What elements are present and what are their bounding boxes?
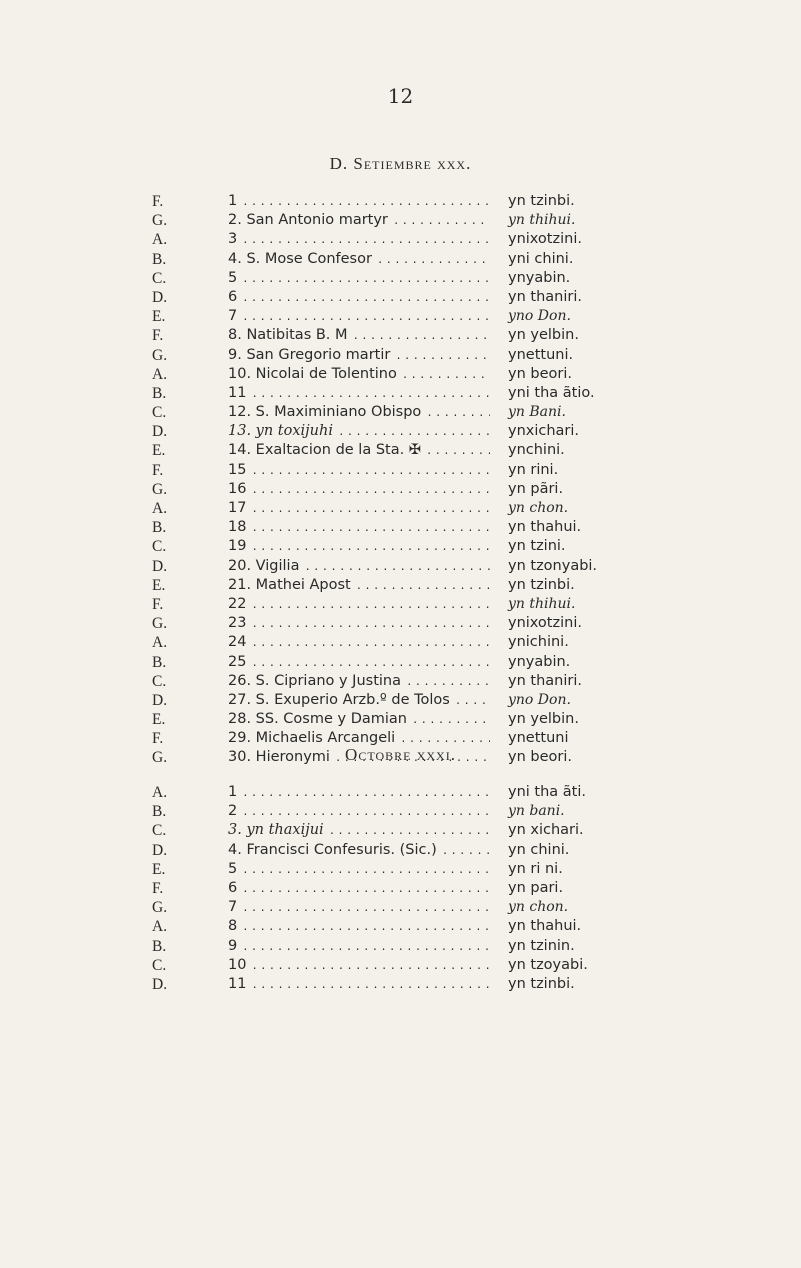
calendar-row [0, 288, 801, 307]
dominical-letter: E. [152, 308, 166, 326]
otomi-day-name: ynchini. [508, 442, 565, 459]
day-entry [228, 841, 490, 860]
dominical-letter: F. [152, 879, 164, 897]
day-entry-text: 9. San Gregorio martir [228, 346, 391, 363]
dominical-letter: C. [152, 956, 167, 974]
calendar-row [0, 802, 801, 821]
otomi-day-name: yn chini. [508, 841, 570, 858]
october-calendar-list [0, 783, 801, 994]
day-entry-text: 2 [228, 803, 238, 820]
calendar-row [0, 480, 801, 499]
september-heading: D. Setiembre xxx. [329, 154, 472, 173]
calendar-row [0, 898, 801, 917]
otomi-day-name: ynxichari. [508, 423, 580, 440]
day-entry-text: 29. Michaelis Arcangeli [228, 730, 396, 747]
otomi-day-name: ynichini. [508, 634, 569, 651]
dominical-letter: D. [152, 975, 168, 993]
otomi-day-name: yn bani. [508, 803, 565, 820]
calendar-row [0, 956, 801, 975]
otomi-day-name: yno Don. [508, 308, 571, 325]
dominical-letter: D. [152, 288, 168, 306]
calendar-row [0, 499, 801, 518]
day-entry-text: 28. SS. Cosme y Damian [228, 711, 407, 728]
otomi-day-name: yn tzonyabi. [508, 557, 598, 574]
calendar-row [0, 841, 801, 860]
otomi-day-name: yno Don. [508, 691, 571, 708]
day-entry-text: 1 [228, 193, 238, 209]
calendar-row [0, 230, 801, 249]
day-entry [228, 975, 490, 994]
calendar-row [0, 346, 801, 365]
dominical-letter: F. [152, 327, 164, 345]
calendar-row [0, 576, 801, 595]
calendar-row [0, 860, 801, 879]
dominical-letter: C. [152, 822, 167, 840]
day-entry-text: 27. S. Exuperio Arzb.º de Tolos [228, 691, 450, 708]
calendar-row [0, 691, 801, 710]
day-entry [228, 821, 490, 840]
calendar-row [0, 461, 801, 480]
day-entry [228, 557, 490, 576]
otomi-day-name: yni chini. [508, 250, 574, 267]
day-entry [228, 595, 490, 614]
otomi-day-name: ynixotzini. [508, 615, 582, 632]
otomi-day-name: yn chon. [508, 500, 569, 516]
otomi-day-name: yn yelbin. [508, 711, 579, 728]
day-entry [228, 898, 490, 917]
otomi-day-name: ynyabin. [508, 653, 571, 670]
dominical-letter: A. [152, 634, 168, 652]
dominical-letter: C. [152, 538, 167, 556]
dominical-letter: B. [152, 937, 167, 955]
dominical-letter: F. [152, 193, 164, 210]
calendar-row [0, 269, 801, 288]
day-entry-text: 2. San Antonio martyr [228, 212, 388, 229]
otomi-day-name: yn yelbin. [508, 327, 579, 344]
day-entry [228, 614, 490, 633]
day-entry-text: 13. yn toxijuhi [228, 423, 333, 440]
day-entry-text: 7 [228, 308, 238, 325]
calendar-row [0, 672, 801, 691]
day-entry [228, 576, 490, 595]
otomi-day-name: yn pãri. [508, 480, 564, 497]
day-entry-text: 10 [228, 956, 247, 973]
dominical-letter: E. [152, 442, 166, 460]
day-entry-text: 22 [228, 595, 247, 612]
day-entry [228, 633, 490, 652]
calendar-row [0, 518, 801, 537]
day-entry [228, 403, 490, 422]
day-entry [228, 211, 490, 230]
day-entry-text: 4. Francisci Confesuris. (Sic.) [228, 841, 437, 858]
otomi-day-name: yn tzinbi. [508, 975, 575, 992]
dominical-letter: A. [152, 918, 168, 936]
day-entry-text: 15 [228, 461, 247, 478]
otomi-day-name: yn thaniri. [508, 288, 582, 305]
calendar-row [0, 365, 801, 384]
calendar-row [0, 975, 801, 994]
day-entry [228, 422, 490, 441]
dominical-letter: A. [152, 500, 168, 517]
day-entry [228, 365, 490, 384]
day-entry-text: 14. Exaltacion de la Sta. ✠ [228, 442, 421, 459]
calendar-row [0, 192, 801, 211]
dominical-letter: E. [152, 576, 166, 594]
day-entry-text: 6 [228, 288, 238, 305]
day-entry [228, 441, 490, 460]
day-entry [228, 802, 490, 821]
calendar-row [0, 614, 801, 633]
calendar-row [0, 403, 801, 422]
day-entry-text: 3. yn thaxijui [228, 822, 324, 839]
dominical-letter: E. [152, 860, 166, 878]
otomi-day-name: yn xichari. [508, 822, 584, 839]
day-entry [228, 269, 490, 288]
calendar-row [0, 422, 801, 441]
day-entry-text: 12. S. Maximiniano Obispo [228, 404, 422, 421]
day-entry [228, 480, 490, 499]
day-entry-text: 8. Natibitas B. M [228, 327, 348, 344]
day-entry [228, 499, 490, 518]
otomi-day-name: ynixotzini. [508, 231, 582, 248]
dominical-letter: B. [152, 653, 167, 671]
dominical-letter: B. [152, 519, 167, 537]
otomi-day-name: yn tzinbi. [508, 576, 575, 593]
otomi-day-name: ynettuni. [508, 346, 574, 363]
calendar-row [0, 710, 801, 729]
day-entry [228, 653, 490, 672]
day-entry-text: 25 [228, 653, 247, 670]
dominical-letter: G. [152, 212, 168, 230]
dominical-letter: F. [152, 730, 164, 748]
otomi-day-name: yn thahui. [508, 519, 582, 536]
dominical-letter: G. [152, 899, 168, 917]
day-entry-text: 10. Nicolai de Tolentino [228, 365, 397, 382]
otomi-day-name: yn tzinin. [508, 937, 575, 954]
dominical-letter: A. [152, 784, 168, 801]
day-entry-text: 26. S. Cipriano y Justina [228, 672, 401, 689]
dominical-letter: A. [152, 231, 168, 249]
otomi-day-name: yn rini. [508, 461, 559, 478]
dominical-letter: E. [152, 711, 166, 729]
dominical-letter: C. [152, 404, 167, 422]
day-entry-text: 16 [228, 480, 247, 497]
calendar-row [0, 783, 801, 802]
otomi-day-name: ynettuni [508, 730, 569, 747]
day-entry [228, 537, 490, 556]
otomi-day-name: yn thihui. [508, 212, 576, 229]
day-entry-text: 5 [228, 860, 238, 877]
day-entry [228, 230, 490, 249]
calendar-row [0, 917, 801, 936]
day-entry-text: 1 [228, 784, 238, 800]
day-entry-text: 4. S. Mose Confesor [228, 250, 372, 267]
day-entry-text: 21. Mathei Apost [228, 576, 351, 593]
day-entry [228, 384, 490, 403]
day-entry-text: 23 [228, 615, 247, 632]
otomi-day-name: yni tha ãti. [508, 784, 586, 800]
day-entry-text: 5 [228, 269, 238, 286]
dominical-letter: G. [152, 346, 168, 364]
dominical-letter: B. [152, 250, 167, 268]
day-entry [228, 860, 490, 879]
calendar-row [0, 653, 801, 672]
day-entry-text: 20. Vigilia [228, 557, 300, 574]
otomi-day-name: yn chon. [508, 899, 569, 916]
calendar-row [0, 211, 801, 230]
day-entry-text: 19 [228, 538, 247, 555]
day-entry-text: 30. Hieronymi [228, 749, 330, 766]
day-entry [228, 879, 490, 898]
otomi-day-name: yn thihui. [508, 595, 576, 612]
otomi-day-name: ynyabin. [508, 269, 571, 286]
otomi-day-name: yn beori. [508, 749, 572, 766]
day-entry [228, 691, 490, 710]
day-entry-text: 18 [228, 519, 247, 536]
dominical-letter: D. [152, 557, 168, 575]
day-entry-text: 7 [228, 899, 238, 916]
day-entry [228, 783, 490, 802]
day-entry [228, 672, 490, 691]
dominical-letter: D. [152, 841, 168, 859]
dominical-letter: C. [152, 269, 167, 287]
day-entry [228, 192, 490, 211]
dominical-letter: G. [152, 749, 168, 767]
calendar-row [0, 384, 801, 403]
dominical-letter: F. [152, 595, 164, 613]
day-entry-text: 24 [228, 634, 247, 651]
dominical-letter: F. [152, 461, 164, 479]
dominical-letter: B. [152, 384, 167, 402]
day-entry [228, 917, 490, 936]
day-entry [228, 250, 490, 269]
otomi-day-name: yn tzoyabi. [508, 956, 588, 973]
day-entry [228, 326, 490, 345]
calendar-row [0, 326, 801, 345]
dominical-letter: G. [152, 480, 168, 498]
otomi-day-name: yn beori. [508, 365, 572, 382]
day-entry-text: 11 [228, 384, 247, 401]
dominical-letter: C. [152, 672, 167, 690]
day-entry-text: 8 [228, 918, 238, 935]
calendar-row [0, 441, 801, 460]
october-heading: Octobre xxxi. [345, 745, 456, 764]
day-entry [228, 346, 490, 365]
calendar-row [0, 595, 801, 614]
calendar-row [0, 307, 801, 326]
calendar-row [0, 250, 801, 269]
dominical-letter: D. [152, 691, 168, 709]
dominical-letter: B. [152, 803, 167, 821]
day-entry-text: 17 [228, 500, 247, 516]
otomi-day-name: yn ri ni. [508, 860, 563, 877]
otomi-day-name: yn tzinbi. [508, 193, 575, 209]
day-entry [228, 307, 490, 326]
calendar-row [0, 821, 801, 840]
day-entry-text: 3 [228, 231, 238, 248]
calendar-row [0, 537, 801, 556]
day-entry [228, 461, 490, 480]
calendar-row [0, 557, 801, 576]
otomi-day-name: yn Bani. [508, 404, 566, 421]
day-entry [228, 710, 490, 729]
otomi-day-name: yn thaniri. [508, 672, 582, 689]
day-entry [228, 937, 490, 956]
day-entry [228, 288, 490, 307]
day-entry [228, 518, 490, 537]
calendar-row [0, 879, 801, 898]
calendar-row [0, 937, 801, 956]
otomi-day-name: yn tzini. [508, 538, 566, 555]
september-calendar-list [0, 192, 801, 768]
day-entry-text: 9 [228, 937, 238, 954]
otomi-day-name: yn pari. [508, 879, 564, 896]
dominical-letter: A. [152, 365, 168, 383]
page-number: 12 [387, 84, 414, 108]
calendar-row [0, 633, 801, 652]
day-entry-text: 6 [228, 879, 238, 896]
day-entry [228, 956, 490, 975]
dominical-letter: G. [152, 615, 168, 633]
day-entry-text: 11 [228, 975, 247, 992]
otomi-day-name: yn thahui. [508, 918, 582, 935]
dominical-letter: D. [152, 423, 168, 441]
otomi-day-name: yni tha ãtio. [508, 384, 595, 401]
